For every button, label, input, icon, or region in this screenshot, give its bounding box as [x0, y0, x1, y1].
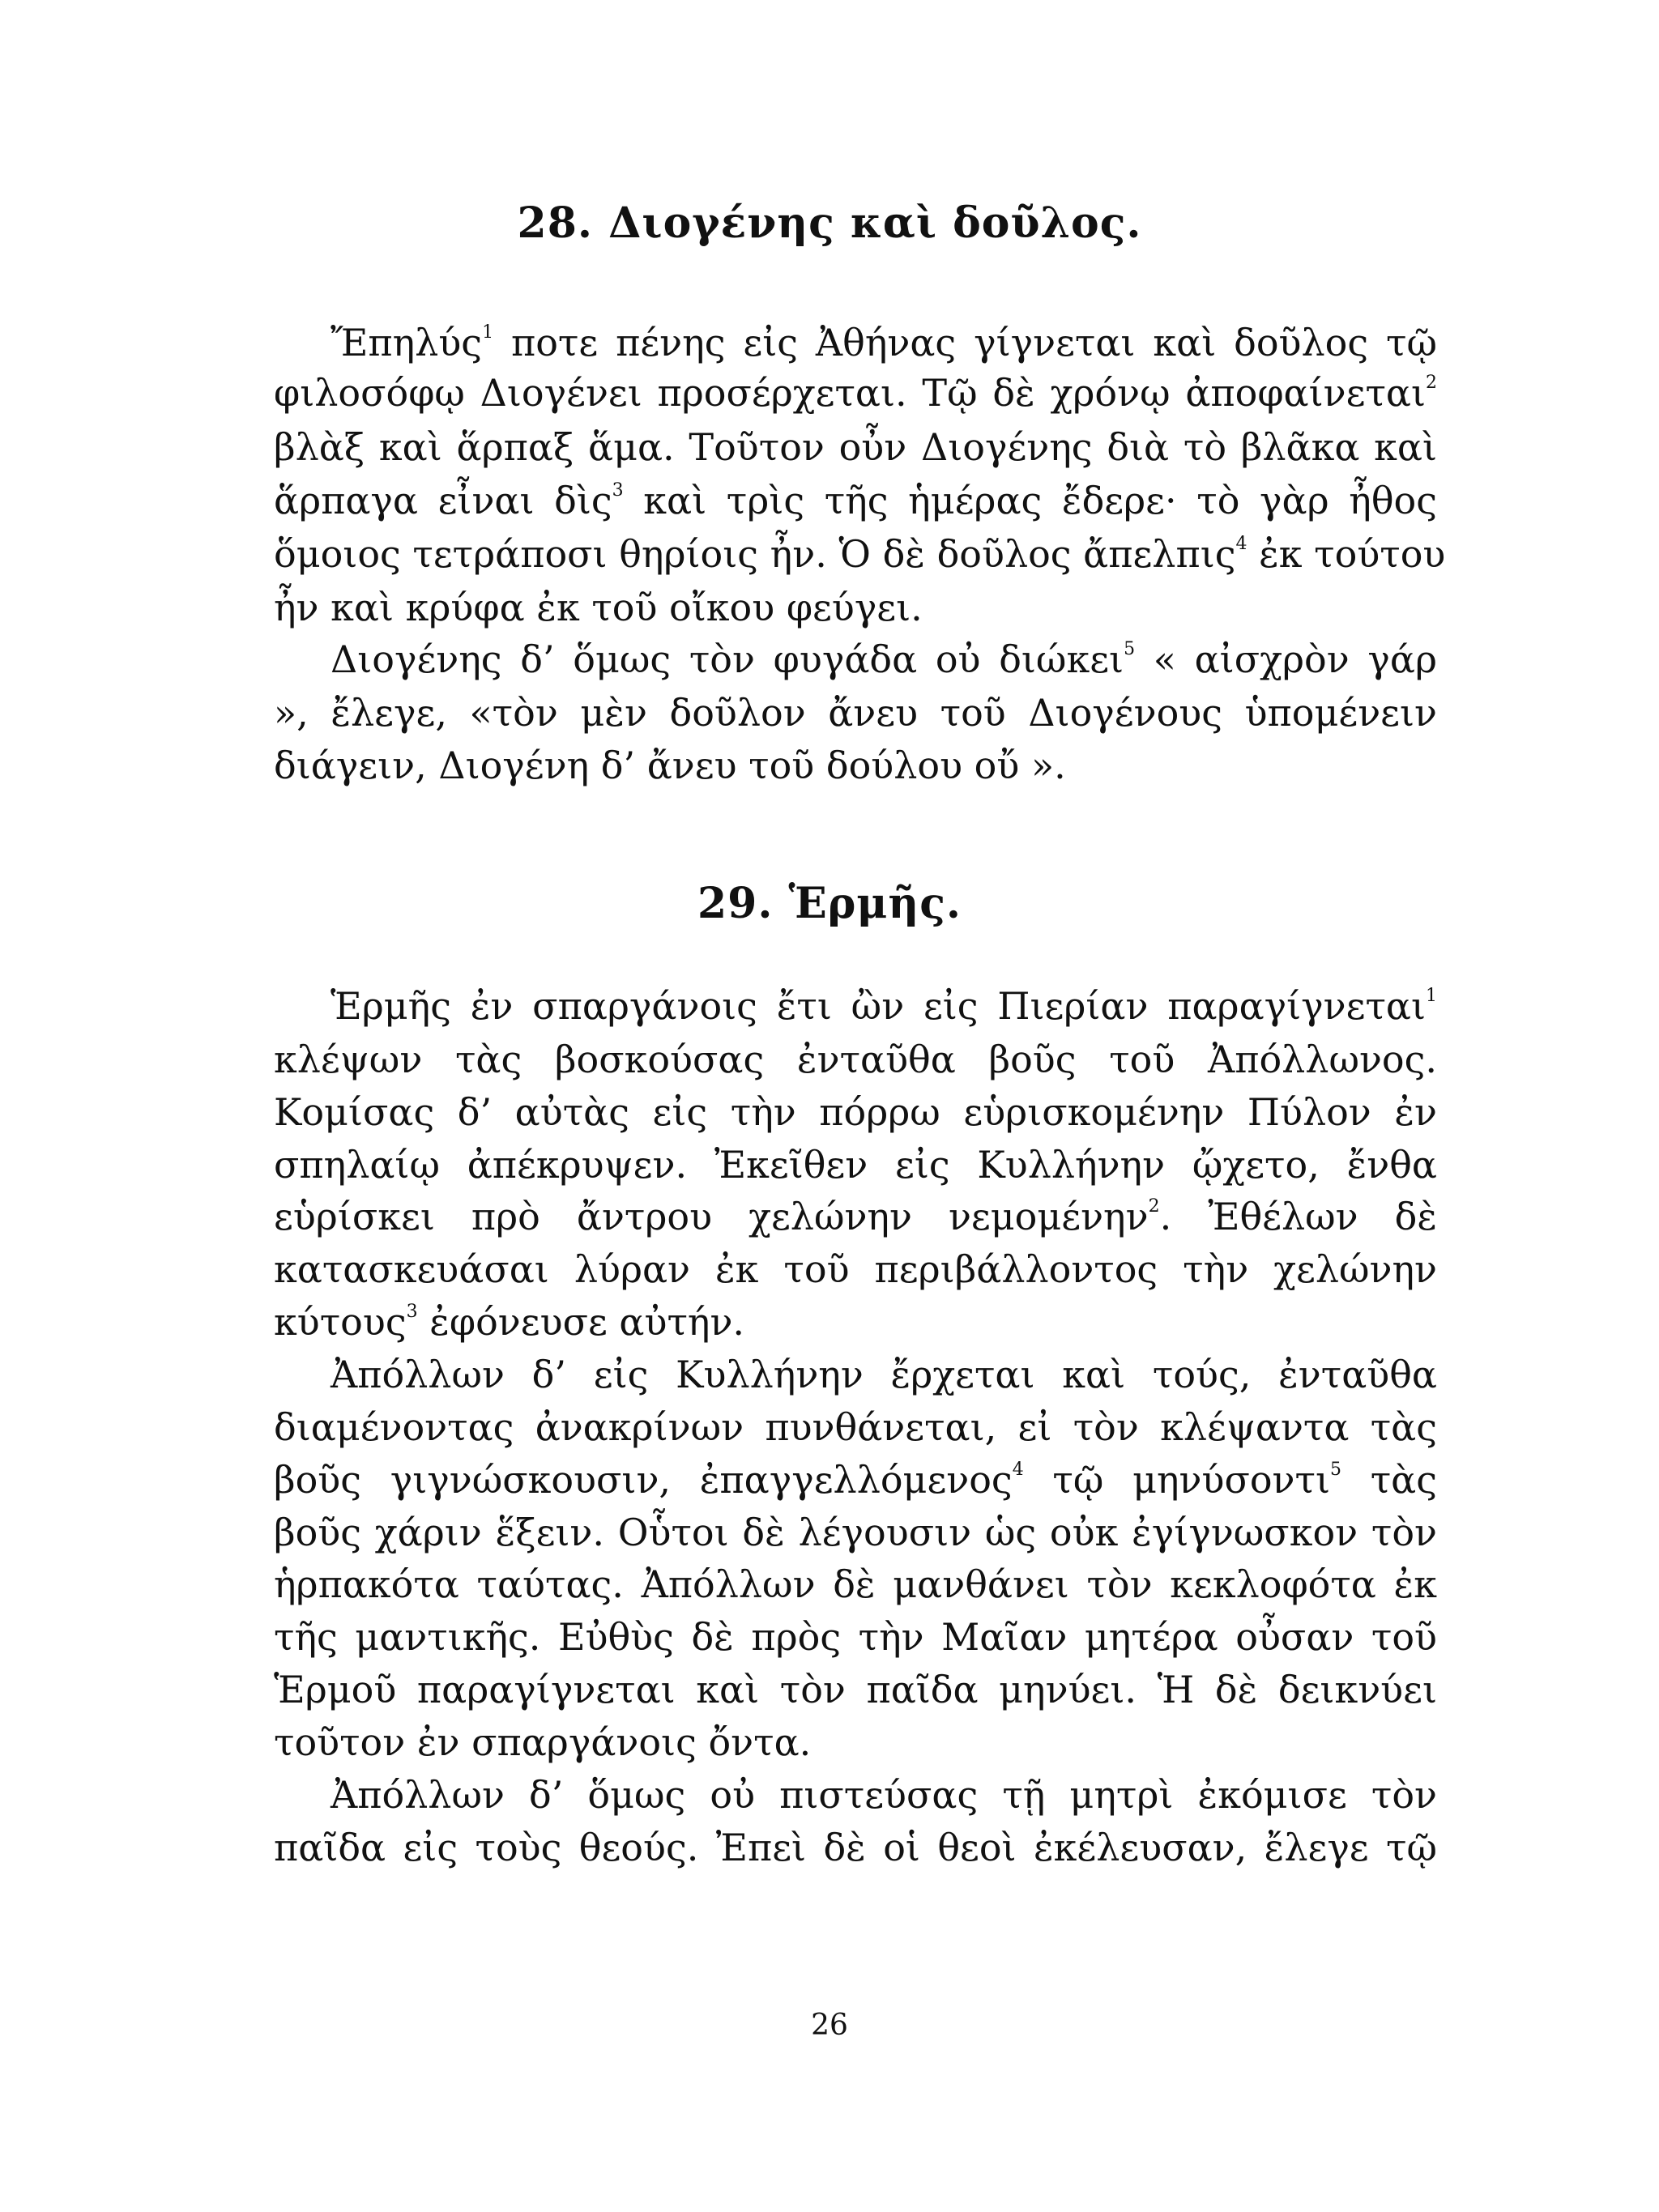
- paragraph-line: διαμένοντας ἀνακρίνων πυνθάνεται, εἰ τὸν κλέψαντα τὰς: [274, 1405, 1437, 1449]
- footnote-ref: 4: [1235, 534, 1247, 554]
- paragraph-line: κύτους$^3$ ἐφόνευσε αὐτήν.: [274, 1300, 745, 1344]
- footnote-ref: 2: [1426, 373, 1437, 393]
- paragraph-line: σπηλαίῳ ἀπέκρυψεν. Ἐκεῖθεν εἰς Κυλλήνην ᾤχετο, ἔνθα: [274, 1143, 1437, 1187]
- paragraph-line: κλέψων τὰς βοσκούσας ἐνταῦθα βοῦς τοῦ Ἀπόλλωνος.: [274, 1038, 1437, 1081]
- paragraph-line: τοῦτον ἐν σπαργάνοις ὄντα.: [274, 1720, 812, 1764]
- paragraph-line: Ἀπόλλων δ’ εἰς Κυλλήνην ἔρχεται καὶ τούς, ἐνταῦθα: [331, 1353, 1437, 1396]
- paragraph-line: παῖδα εἰς τοὺς θεούς. Ἐπεὶ δὲ οἱ θεοὶ ἐκέλευσαν, ἔλεγε τῷ: [274, 1826, 1437, 1869]
- footnote-ref: 5: [1330, 1460, 1341, 1480]
- paragraph-line: », ἔλεγε, «τὸν μὲν δοῦλον ἄνευ τοῦ Διογένους ὑπομένειν: [274, 691, 1437, 735]
- paragraph-line: διάγειν, Διογένη δ’ ἄνευ τοῦ δούλου οὔ ».: [274, 744, 1066, 787]
- paragraph-line: τῆς μαντικῆς. Εὐθὺς δὲ πρὸς τὴν Μαῖαν μητέρα οὖσαν τοῦ: [274, 1615, 1437, 1659]
- section-title-28: 28. Διογένης καὶ δοῦλος.: [517, 198, 1142, 248]
- paragraph-line: Ἀπόλλων δ’ ὅμως οὐ πιστεύσας τῇ μητρὶ ἐκόμισε τὸν: [331, 1773, 1437, 1817]
- paragraph-line: φιλοσόφῳ Διογένει προσέρχεται. Τῷ δὲ χρόνῳ ἀποφαίνεται$^2$: [274, 371, 1437, 415]
- footnote-ref: 2: [1148, 1196, 1160, 1217]
- paragraph-line: ἅρπαγα εἶναι δὶς$^3$ καὶ τρὶς τῆς ἡμέρας ἔδερε· τὸ γὰρ ἦθος: [274, 479, 1437, 522]
- paragraph-line: Κομίσας δ’ αὐτὰς εἰς τὴν πόρρω εὑρισκομένην Πύλον ἐν: [274, 1090, 1437, 1134]
- footnote-ref: 5: [1124, 639, 1136, 659]
- paragraph-line: Ἑρμοῦ παραγίγνεται καὶ τὸν παῖδα μηνύει. Ἡ δὲ δεικνύει: [274, 1668, 1437, 1711]
- paragraph-line: βοῦς γιγνώσκουσιν, ἐπαγγελλόμενος$^4$ τῷ μηνύσοντι$^5$ τὰς: [274, 1458, 1437, 1502]
- footnote-ref: 3: [406, 1302, 418, 1322]
- paragraph-line: βοῦς χάριν ἕξειν. Οὗτοι δὲ λέγουσιν ὡς οὐκ ἐγίγνωσκον τὸν: [274, 1511, 1437, 1554]
- footnote-ref: 1: [1426, 986, 1437, 1006]
- page-number: 26: [811, 2009, 848, 2042]
- paragraph-line: Διογένης δ’ ὅμως τὸν φυγάδα οὐ διώκει$^5$ « αἰσχρὸν γάρ: [331, 637, 1437, 681]
- paragraph-line: κατασκευάσαι λύραν ἐκ τοῦ περιβάλλοντος τὴν χελώνην: [274, 1247, 1437, 1291]
- footnote-ref: 3: [612, 480, 624, 501]
- section-title-29: 29. Ἑρμῆς.: [697, 879, 962, 928]
- paragraph-line: εὑρίσκει πρὸ ἄντρου χελώνην νεμομένην$^2$. Ἐθέλων δὲ: [274, 1195, 1438, 1238]
- paragraph-line: ἡρπακότα ταύτας. Ἀπόλλων δὲ μανθάνει τὸν κεκλοφότα ἐκ: [274, 1562, 1437, 1606]
- footnote-ref: 1: [482, 322, 494, 343]
- paragraph-line: Ἔπηλύς$^1$ ποτε πένης εἰς Ἀθήνας γίγνεται καὶ δοῦλος τῷ: [331, 321, 1437, 364]
- paragraph-line: βλὰξ καὶ ἅρπαξ ἅμα. Τοῦτον οὖν Διογένης διὰ τὸ βλᾶκα καὶ: [274, 425, 1437, 469]
- paragraph-line: Ἑρμῆς ἐν σπαργάνοις ἔτι ὢν εἰς Πιερίαν παραγίγνεται$^1$: [331, 984, 1437, 1028]
- paragraph-line: ὅμοιος τετράποσι θηρίοις ἦν. Ὁ δὲ δοῦλος ἄπελπις$^4$ ἐκ τούτου: [274, 532, 1446, 576]
- footnote-ref: 4: [1012, 1460, 1024, 1480]
- paragraph-line: ἦν καὶ κρύφα ἐκ τοῦ οἴκου φεύγει.: [274, 586, 923, 629]
